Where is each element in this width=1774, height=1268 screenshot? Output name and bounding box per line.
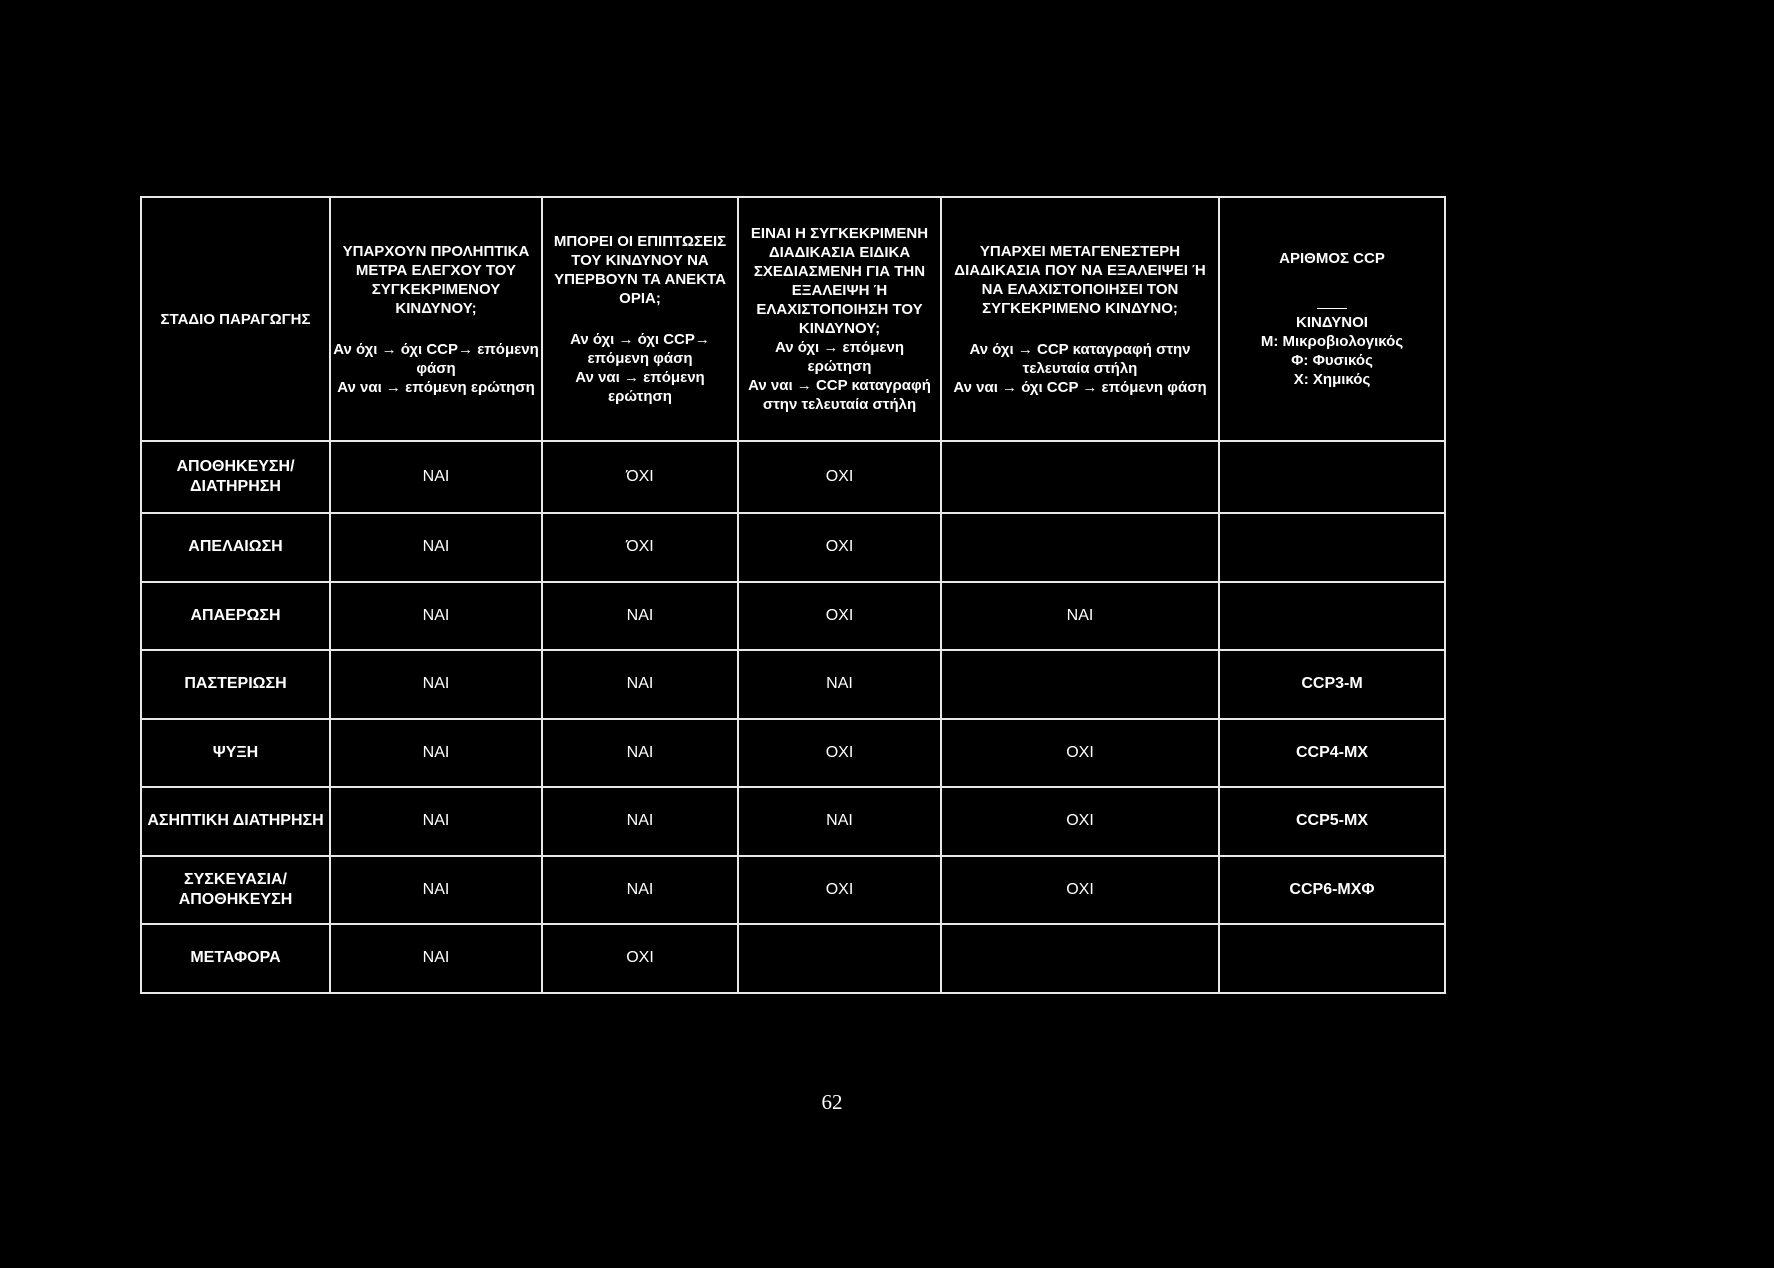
header-q4-if-no: Αν όχι → CCP καταγραφή στην τελευταία στήλη [969, 340, 1191, 377]
q4-answer-cell: ΝΑΙ [941, 582, 1219, 651]
ccp-number-cell [1219, 513, 1445, 582]
table-row [141, 441, 1445, 513]
q4-answer-cell [941, 441, 1219, 513]
header-q1-if-no: Αν όχι → όχι CCP→ επόμενη φάση [333, 340, 539, 377]
header-q3-if-no: Αν όχι → επόμενη ερώτηση [774, 339, 905, 375]
ccp-number-cell: CCP6-MXΦ [1219, 856, 1445, 925]
stage-cell: ΑΠΕΛΑΙΩΣΗ [141, 513, 330, 582]
q1-answer-cell: ΝΑΙ [330, 441, 542, 513]
q1-answer-cell: ΝΑΙ [330, 650, 542, 719]
header-q1-question: ΥΠΑΡΧΟΥΝ ΠΡΟΛΗΠΤΙΚΑ ΜΕΤΡΑ ΕΛΕΓΧΟΥ ΤΟΥ ΣΥΓΚΕΚΡΙΜΕΝΟΥ ΚΙΝΔΥΝΟΥ; [342, 242, 530, 317]
header-ccp [1219, 197, 1445, 441]
header-q2 [542, 197, 738, 441]
q4-answer-cell [941, 513, 1219, 582]
ccp-number-cell [1219, 924, 1445, 993]
header-q1-if-yes: Αν ναι → επόμενη ερώτηση [337, 378, 535, 396]
q4-answer-cell: ΟΧΙ [941, 787, 1219, 856]
stage-cell: ΜΕΤΑΦΟΡΑ [141, 924, 330, 993]
q1-answer-cell: ΝΑΙ [330, 856, 542, 925]
table-row [141, 856, 1445, 925]
q3-answer-cell [738, 924, 941, 993]
stage-cell: ΣΥΣΚΕΥΑΣΙΑ/ ΑΠΟΘΗΚΕΥΣΗ [141, 856, 330, 925]
q3-answer-cell: ΝΑΙ [738, 650, 941, 719]
header-stage-label: ΣΤΑΔΙΟ ΠΑΡΑΓΩΓΗΣ [160, 310, 311, 328]
hazard-legend-title: ΚΙΝΔΥΝΟΙ [1296, 314, 1368, 331]
ccp-number-cell: CCP5-MX [1219, 787, 1445, 856]
q2-answer-cell: ΟΧΙ [542, 924, 738, 993]
q2-answer-cell: ΝΑΙ [542, 787, 738, 856]
ccp-number-cell [1219, 582, 1445, 651]
q1-answer-cell: ΝΑΙ [330, 719, 542, 788]
q3-answer-cell: ΟΧΙ [738, 513, 941, 582]
header-q2-if-no: Αν όχι → όχι CCP→ επόμενη φάση [570, 331, 710, 367]
q2-answer-cell: ΝΑΙ [542, 719, 738, 788]
ccp-number-cell: CCP3-M [1219, 650, 1445, 719]
header-q2-if-yes: Αν ναι → επόμενη ερώτηση [575, 369, 705, 405]
stage-cell: ΑΣΗΠΤΙΚΗ ΔΙΑΤΗΡΗΣΗ [141, 787, 330, 856]
header-row [141, 197, 1445, 441]
table-row [141, 513, 1445, 582]
haccp-decision-table [140, 196, 1446, 994]
header-q4-if-yes: Αν ναι → όχι CCP → επόμενη φάση [953, 378, 1207, 396]
q3-answer-cell: ΟΧΙ [738, 582, 941, 651]
q2-answer-cell: ΝΑΙ [542, 582, 738, 651]
header-q1 [330, 197, 542, 441]
q4-answer-cell [941, 924, 1219, 993]
q3-answer-cell: ΟΧΙ [738, 441, 941, 513]
header-q3-question: ΕΙΝΑΙ Η ΣΥΓΚΕΚΡΙΜΕΝΗ ΔΙΑΔΙΚΑΣΙΑ ΕΙΔΙΚΑ ΣΧΕΔΙΑΣΜΕΝΗ ΓΙΑ ΤΗΝ ΕΞΑΛΕΙΨΗ Ή ΕΛΑΧΙΣΤΟΠΟΙΗΣΗ ΤΟΥ ΚΙΝΔΥΝΟΥ; [750, 225, 929, 337]
header-q4-question: ΥΠΑΡΧΕΙ ΜΕΤΑΓΕΝΕΣΤΕΡΗ ΔΙΑΔΙΚΑΣΙΑ ΠΟΥ ΝΑ ΕΞΑΛΕΙΨΕΙ Ή ΝΑ ΕΛΑΧΙΣΤΟΠΟΙΗΣΕΙ ΤΟΝ ΣΥΓΚΕΚΡΙΜΕΝΟ ΚΙΝΔΥΝΟ; [954, 242, 1206, 317]
q2-answer-cell: ΝΑΙ [542, 856, 738, 925]
q1-answer-cell: ΝΑΙ [330, 924, 542, 993]
q3-answer-cell: ΟΧΙ [738, 719, 941, 788]
q2-answer-cell: ΝΑΙ [542, 650, 738, 719]
hazard-legend-microbiological: Μ: Μικροβιολογικός [1260, 333, 1404, 350]
table-row [141, 719, 1445, 788]
table-row [141, 650, 1445, 719]
q4-answer-cell: ΟΧΙ [941, 719, 1219, 788]
stage-cell: ΑΠΟΘΗΚΕΥΣΗ/ ΔΙΑΤΗΡΗΣΗ [141, 441, 330, 513]
table-row [141, 787, 1445, 856]
q2-answer-cell: ΌΧΙ [542, 513, 738, 582]
q1-answer-cell: ΝΑΙ [330, 582, 542, 651]
q1-answer-cell: ΝΑΙ [330, 513, 542, 582]
q3-answer-cell: ΝΑΙ [738, 787, 941, 856]
header-q3-if-yes: Αν ναι → CCP καταγραφή στην τελευταία στήλη [748, 377, 931, 413]
stage-cell: ΠΑΣΤΕΡΙΩΣΗ [141, 650, 330, 719]
header-ccp-title: ΑΡΙΘΜΟΣ CCP [1279, 250, 1385, 267]
header-q4 [941, 197, 1219, 441]
legend-divider [1317, 308, 1347, 309]
table-row [141, 582, 1445, 651]
q3-answer-cell: ΟΧΙ [738, 856, 941, 925]
hazard-legend-physical: Φ: Φυσικός [1291, 352, 1373, 369]
q2-answer-cell: ΌΧΙ [542, 441, 738, 513]
header-q2-question: ΜΠΟΡΕΙ ΟΙ ΕΠΙΠΤΩΣΕΙΣ ΤΟΥ ΚΙΝΔΥΝΟΥ ΝΑ ΥΠΕΡΒΟΥΝ ΤΑ ΑΝΕΚΤΑ ΟΡΙΑ; [553, 233, 727, 307]
q4-answer-cell: ΟΧΙ [941, 856, 1219, 925]
stage-cell: ΨΥΞΗ [141, 719, 330, 788]
header-q3 [738, 197, 941, 441]
table-row [141, 924, 1445, 993]
header-stage [141, 197, 330, 441]
q1-answer-cell: ΝΑΙ [330, 787, 542, 856]
hazard-legend-chemical: Χ: Χημικός [1293, 371, 1371, 388]
page-number: 62 [821, 1090, 843, 1114]
q4-answer-cell [941, 650, 1219, 719]
stage-cell: ΑΠΑΕΡΩΣΗ [141, 582, 330, 651]
ccp-number-cell: CCP4-MX [1219, 719, 1445, 788]
ccp-number-cell [1219, 441, 1445, 513]
